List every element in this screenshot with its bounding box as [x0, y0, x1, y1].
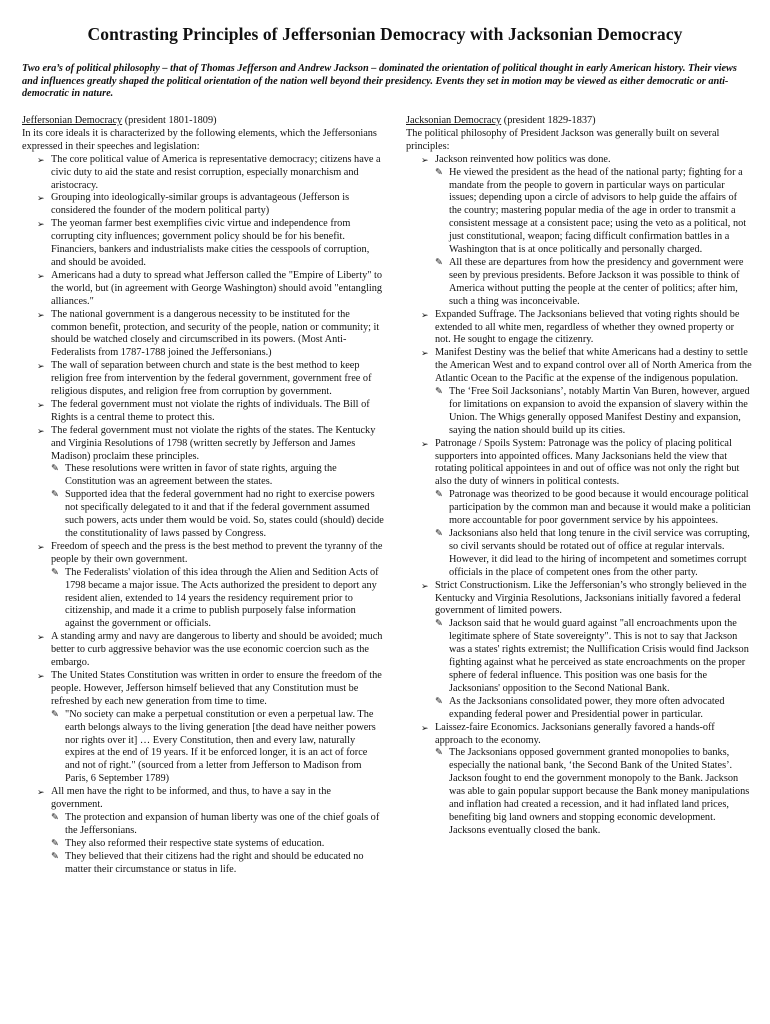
- list-item: [22, 631, 384, 670]
- pencil-bullet-icon: ✎: [435, 167, 443, 178]
- sub-list-item-text: These resolutions were written in favor of state rights, arguing the Constitution was an agreement between the states.: [65, 463, 337, 488]
- list-item-text: Freedom of speech and the press is the best method to prevent the tyranny of the people by their own government.: [51, 540, 383, 565]
- list-item: [22, 218, 384, 270]
- sub-list-item-text: The Federalists' violation of this idea through the Alien and Sedition Acts of 1798 became a major issue. The Acts authorized the president to deport any resident alien, extended to 14 years the residency requirement prior to citizenship, and made it a crime to publish purposely false information against the government or officials.: [65, 566, 379, 630]
- sub-list: [51, 812, 384, 877]
- list-item: [406, 438, 752, 580]
- jeffersonian-list: [22, 154, 384, 877]
- list-item-text: The federal government must not violate the rights of individuals. The Bill of Rights is a central theme to protect this.: [51, 398, 370, 423]
- list-item: [22, 309, 384, 361]
- pencil-bullet-icon: ✎: [435, 619, 443, 630]
- sub-list-item-text: "No society can make a perpetual constitution or even a perpetual law. The earth belongs always to the living generation [the dead have neither powers nor rights over it] … Every Constitution, then and every law, naturally expires at the end of 19 years. If it be enforced longer, it is an act of force and not of right." (sourced from a letter from Jefferson to Madison from Paris, 6 September 1789): [65, 708, 376, 785]
- sub-list: [51, 567, 384, 632]
- pencil-bullet-icon: ✎: [435, 529, 443, 539]
- pencil-bullet-icon: ✎: [51, 851, 59, 862]
- arrow-bullet-icon: ➢: [37, 270, 45, 281]
- arrow-bullet-icon: ➢: [37, 425, 45, 436]
- list-item-text: A standing army and navy are dangerous to liberty and should be avoided; much better to curb aggressive behavior was the use economic coercion such as the embargo.: [51, 631, 383, 669]
- sub-list-item-text: The ‘Free Soil Jacksonians’, notably Martin Van Buren, however, argued for limitations on expansion to avoid the expansion of slavery within the Union. The Whigs generally opposed Manifest Destiny and expansion, saying the nation should build up its cities.: [449, 386, 750, 436]
- sub-list-item-text: They believed that their citizens had the right and should be educated no matter their circumstance or status in life.: [65, 850, 364, 875]
- sub-list-item: [435, 528, 752, 580]
- pencil-bullet-icon: ✎: [435, 257, 443, 268]
- list-item: [406, 580, 752, 722]
- list-item: [22, 425, 384, 541]
- pencil-bullet-icon: ✎: [51, 812, 59, 823]
- sub-list-item: [51, 812, 384, 838]
- arrow-bullet-icon: ➢: [37, 787, 45, 798]
- list-item-text: Jackson reinvented how politics was done.: [435, 153, 611, 165]
- sub-list-item-text: All these are departures from how the presidency and government were seen by previous presidents. Before Jackson it was possible to think of America without putting the people at the center of politics; after him, such a thing was inconceivable.: [449, 256, 744, 307]
- sub-list-item: [51, 489, 384, 541]
- sub-list-item-text: Jackson said that he would guard against "all encroachments upon the legitimate sphere of State sovereignty". This is not to say that Jackson was a states' rights extremist; the Nullification Crisis would find Jackson fighting against what he perceived as state encroachments on the proper sphere of federal influence. This position was one basis for the Jacksonians' opposition to the Second National Bank.: [449, 618, 749, 694]
- list-item-text: Grouping into ideologically-similar groups is advantageous (Jefferson is considered the founder of the modern political party): [51, 192, 350, 217]
- arrow-bullet-icon: ➢: [37, 541, 45, 552]
- list-item: [22, 541, 384, 631]
- arrow-bullet-icon: ➢: [421, 722, 429, 733]
- arrow-bullet-icon: ➢: [421, 438, 429, 449]
- arrow-bullet-icon: ➢: [37, 219, 45, 230]
- list-item-text: Manifest Destiny was the belief that white Americans had a destiny to settle the American West and to expand control over all of North America from the Atlantic Ocean to the Pacific at the expense of the indigenous population.: [435, 347, 752, 385]
- list-item: [406, 347, 752, 437]
- arrow-bullet-icon: ➢: [37, 193, 45, 204]
- list-item-text: The wall of separation between church and state is the best method to keep religion free from intervention by the federal government, government free of religious disputes, and religion free from corruption by government.: [51, 360, 372, 398]
- list-item: [22, 360, 384, 399]
- sub-list-item: [435, 489, 752, 528]
- pencil-bullet-icon: ✎: [435, 387, 443, 398]
- sub-list-item-text: Supported idea that the federal government had no right to exercise powers not specifically delegated to it and that if the federal government assumed such powers, acts under them would be void. So, states could (should) decide the constitutionality of laws passed by Congress.: [65, 489, 384, 539]
- list-item-text: Patronage / Spoils System: Patronage was the policy of placing political supporters into appointed offices. Many Jacksonians held the view that rotating political appointees in and out of office was not only the right but also the duty of winners in political contests.: [435, 437, 740, 488]
- jeffersonian-heading-title: Jeffersonian Democracy: [22, 115, 123, 126]
- sub-list-item: [51, 709, 384, 786]
- arrow-bullet-icon: ➢: [421, 154, 429, 165]
- pencil-bullet-icon: ✎: [51, 709, 59, 720]
- sub-list: [435, 618, 752, 721]
- pencil-bullet-icon: ✎: [435, 748, 443, 759]
- list-item: [22, 399, 384, 425]
- jeffersonian-column: [22, 115, 384, 876]
- pencil-bullet-icon: ✎: [51, 464, 59, 475]
- sub-list: [435, 747, 752, 837]
- sub-list-item-text: They also reformed their respective state systems of education.: [65, 837, 325, 849]
- arrow-bullet-icon: ➢: [37, 361, 45, 372]
- sub-list-item-text: The Jacksonians opposed government granted monopolies to banks, especially the national bank, ‘the Second Bank of the United States’. Jackson fought to end the government monopoly to the Bank. Jackson was able to gain popular support because the Bank money manipulations and inflation had created a recession, and it had inflated land prices, benefiting big land owners and stopping economic development. Jacksons eventually closed the bank.: [449, 747, 750, 836]
- sub-list-item: [435, 696, 752, 722]
- sub-list-item: [51, 567, 384, 632]
- list-item: [22, 670, 384, 786]
- list-item-text: The United States Constitution was written in order to ensure the freedom of the people. However, Jefferson himself believed that any Constitution must be refreshed by each new generation from time to time.: [51, 669, 382, 707]
- jeffersonian-heading-dates: (president 1801-1809): [122, 115, 217, 126]
- list-item: [406, 154, 752, 309]
- list-item: [22, 192, 384, 218]
- sub-list-item: [435, 257, 752, 309]
- sub-list-item: [435, 386, 752, 438]
- jacksonian-heading-dates: (president 1829-1837): [501, 115, 596, 126]
- pencil-bullet-icon: ✎: [51, 838, 59, 849]
- arrow-bullet-icon: ➢: [37, 154, 45, 165]
- jacksonian-list: [406, 154, 752, 838]
- sub-list-item-text: As the Jacksonians consolidated power, they more often advocated expanding federal power and Presidential power in particular.: [449, 695, 725, 720]
- pencil-bullet-icon: ✎: [435, 696, 443, 707]
- jeffersonian-heading: [22, 115, 384, 128]
- list-item: [22, 270, 384, 309]
- list-item-text: Expanded Suffrage. The Jacksonians believed that voting rights should be extended to all white men, regardless of whether they owned property or not. He sought to engage the citizenry.: [435, 308, 740, 346]
- arrow-bullet-icon: ➢: [421, 309, 429, 320]
- sub-list-item: [51, 838, 384, 851]
- jacksonian-heading-title: Jacksonian Democracy: [406, 115, 502, 126]
- sub-list-item-text: Patronage was theorized to be good because it would encourage political participation by the common man and because it would make a politician more accountable for poor government service by his appointees.: [449, 489, 751, 527]
- list-item: [406, 722, 752, 838]
- list-item-text: Americans had a duty to spread what Jefferson called the "Empire of Liberty" to the world, but (in agreement with George Washington) should avoid "entangling alliances.": [51, 269, 383, 307]
- sub-list-item: [435, 167, 752, 257]
- arrow-bullet-icon: ➢: [37, 399, 45, 410]
- sub-list-item: [435, 747, 752, 837]
- list-item-text: The national government is a dangerous necessity to be instituted for the common benefit, protection, and security of the people, nation or community; it should be watched closely and circumscribed in its powers. (Most Anti-Federalists from 1787-1788 joined the Jeffersonians.): [51, 308, 380, 359]
- sub-list: [51, 709, 384, 786]
- sub-list-item-text: Jacksonians also held that long tenure in the civil service was corrupting, so civil servants should be rotated out of office at regular intervals. However, it did lead to the hiring of incompetent and sometimes corrupt officials in the place of competent ones from the other party.: [449, 528, 750, 578]
- list-item-text: All men have the right to be informed, and thus, to have a say in the government.: [51, 786, 331, 811]
- list-item-text: Strict Constructionism. Like the Jeffersonian’s who strongly believed in the Kentucky and Virginia Resolutions, Jacksonians initially favored a federal government of limited powers.: [435, 579, 747, 617]
- list-item-text: The core political value of America is representative democracy; citizens have a civic duty to aid the state and resist corruption, especially monarchism and aristocracy.: [51, 153, 381, 191]
- sub-list: [435, 489, 752, 579]
- pencil-bullet-icon: ✎: [51, 490, 59, 501]
- pencil-bullet-icon: ✎: [435, 490, 443, 501]
- sub-list-item-text: He viewed the president as the head of the national party; fighting for a mandate from the people to govern in particular ways on particular issues; depending upon a circle of advisors to help guide the affairs of the country; mastering popular media of the age in order to transmit a consistent message at a consistent pace; using the veto as a political, not just constitutional, weapon; facing difficult confirmation battles in a Washington that is at once politically and personally charged.: [449, 166, 747, 256]
- arrow-bullet-icon: ➢: [421, 348, 429, 359]
- arrow-bullet-icon: ➢: [37, 632, 45, 643]
- intro-paragraph: Two era’s of political philosophy – that of Thomas Jefferson and Andrew Jackson – dominated the orientation of political thought in early American history. Their views and influences greatly shaped the political orientation of the nation well beyond their presidency. Events they set in motion may be viewed as either democratic or anti-democratic in nature.: [22, 63, 737, 99]
- sub-list-item: [435, 618, 752, 695]
- document-title: Contrasting Principles of Jeffersonian Democracy with Jacksonian Democracy: [87, 24, 683, 44]
- list-item: [406, 309, 752, 348]
- sub-list-item-text: The protection and expansion of human liberty was one of the chief goals of the Jeffersonians.: [65, 811, 380, 836]
- sub-list: [435, 167, 752, 309]
- pencil-bullet-icon: ✎: [51, 567, 59, 578]
- list-item-text: The yeoman farmer best exemplifies civic virtue and independence from corrupting city influences; government policy should be for his benefit. Financiers, bankers and industrialists make cities the cesspools of corruption, and should be avoided.: [51, 218, 370, 268]
- list-item: [22, 786, 384, 876]
- sub-list-item: [51, 463, 384, 489]
- sub-list-item: [51, 851, 384, 877]
- list-item-text: The federal government must not violate the rights of the states. The Kentucky and Virginia Resolutions of 1798 (written secretly by Jefferson and James Madison) proclaim these principles.: [51, 424, 376, 462]
- arrow-bullet-icon: ➢: [37, 670, 45, 681]
- arrow-bullet-icon: ➢: [421, 580, 429, 591]
- jacksonian-heading: [406, 115, 752, 128]
- list-item-text: Laissez-faire Economics. Jacksonians generally favored a hands-off approach to the economy.: [435, 721, 715, 746]
- sub-list: [435, 386, 752, 438]
- arrow-bullet-icon: ➢: [37, 309, 45, 320]
- jeffersonian-lead: In its core ideals it is characterized by the following elements, which the Jeffersonians expressed in their speeches and legislation:: [22, 127, 377, 152]
- jacksonian-lead: The political philosophy of President Jackson was generally built on several principles:: [406, 127, 720, 152]
- sub-list: [51, 463, 384, 540]
- jacksonian-column: [406, 115, 752, 838]
- list-item: [22, 154, 384, 193]
